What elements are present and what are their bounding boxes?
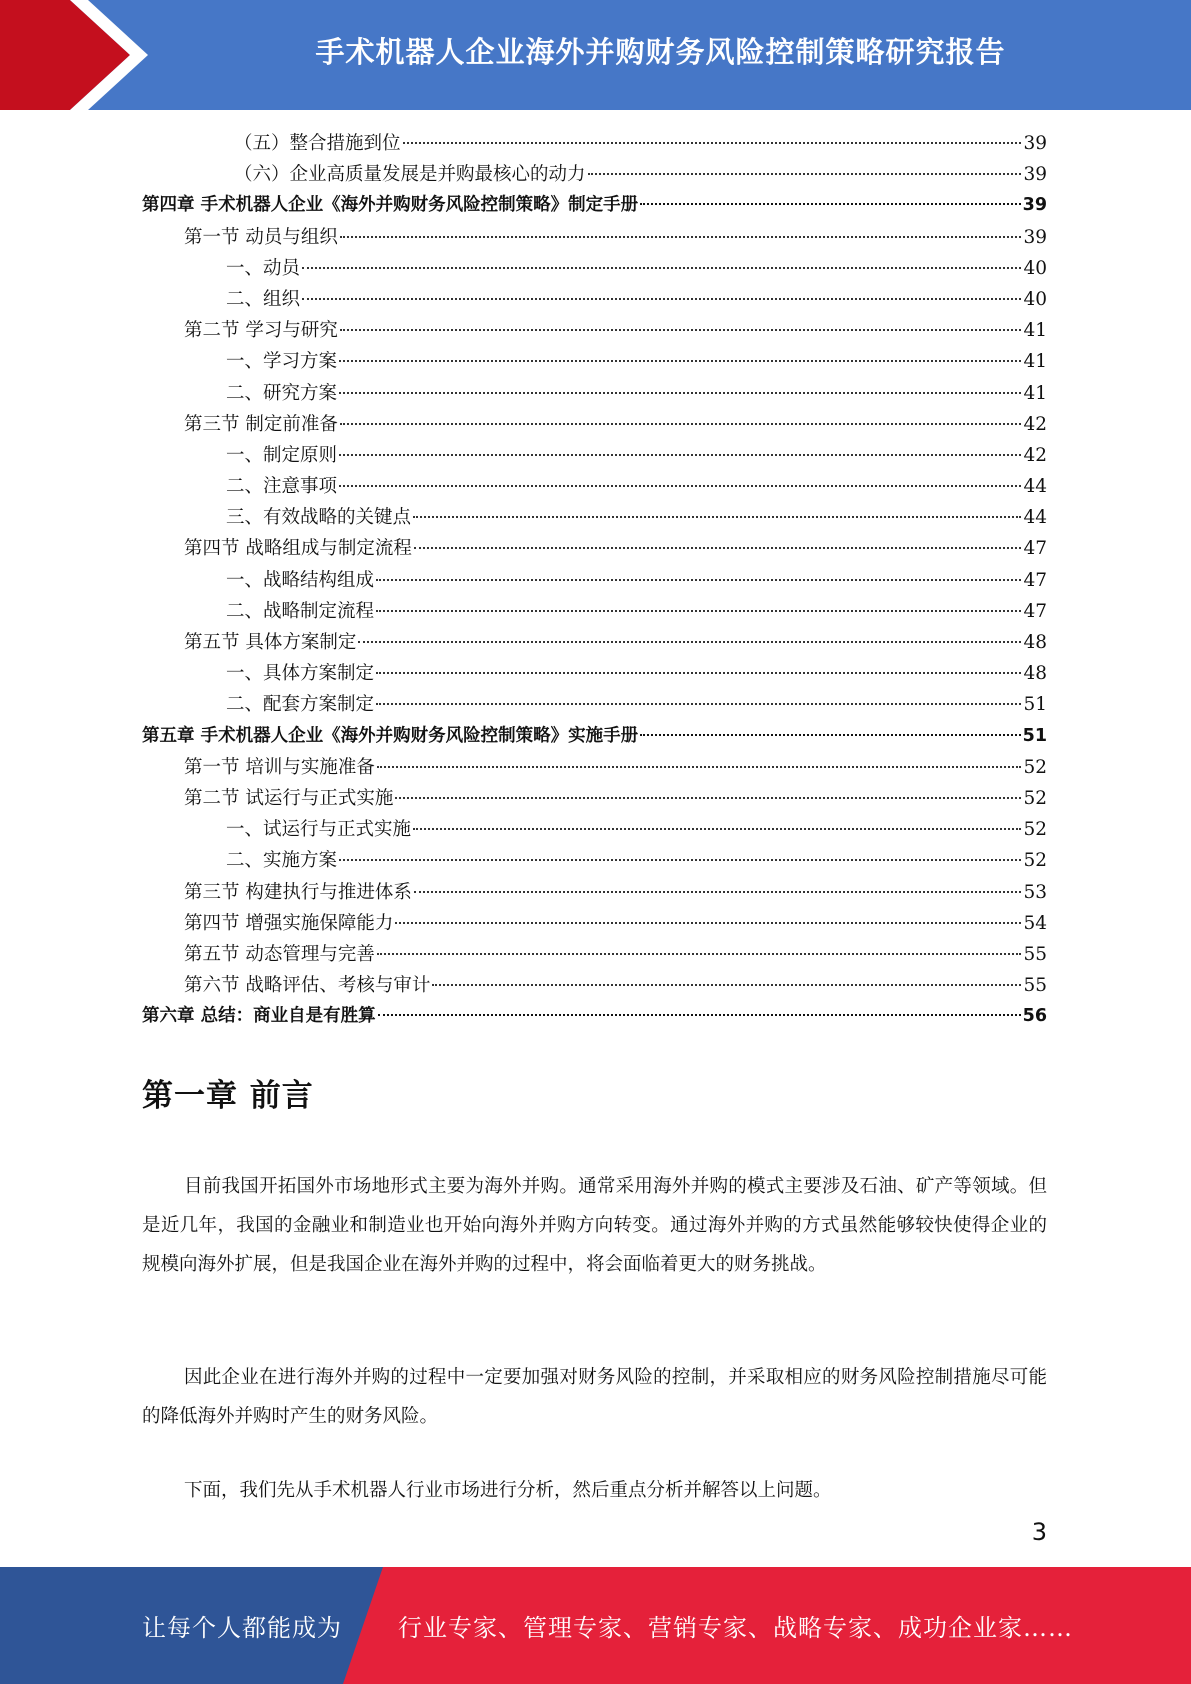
toc-entry-page: 48: [1023, 632, 1047, 653]
body-paragraph: 下面，我们先从手术机器人行业市场进行分析，然后重点分析并解答以上问题。: [184, 1480, 832, 1501]
toc-entry-label: 一、制定原则: [226, 444, 338, 466]
toc-entry[interactable]: [142, 752, 1047, 783]
toc-entry[interactable]: [142, 409, 1047, 440]
toc-entry[interactable]: [142, 533, 1047, 564]
toc-entry-label: 第二节 学习与研究: [184, 320, 338, 342]
toc-leader-dots: [302, 266, 1021, 269]
toc-entry-page: 39: [1023, 164, 1047, 186]
toc-leader-dots: [413, 827, 1021, 830]
toc-leader-dots: [395, 921, 1021, 924]
toc-entry[interactable]: [142, 471, 1047, 502]
toc-leader-dots: [376, 702, 1021, 705]
toc-entry[interactable]: [142, 689, 1047, 720]
toc-leader-dots: [588, 172, 1022, 175]
toc-entry[interactable]: [142, 721, 1047, 752]
toc-entry-label: 二、研究方案: [226, 382, 338, 404]
toc-entry-label: 第五章 手术机器人企业《海外并购财务风险控制策略》实施手册: [142, 725, 639, 746]
toc-entry[interactable]: [142, 253, 1047, 284]
toc-entry-label: 第一节 动员与组织: [184, 226, 338, 248]
toc-entry[interactable]: [142, 939, 1047, 970]
toc-entry-page: 41: [1023, 320, 1047, 342]
toc-entry-label: 第四章 手术机器人企业《海外并购财务风险控制策略》制定手册: [142, 195, 639, 216]
toc-entry-label: 第三节 构建执行与推进体系: [184, 881, 412, 903]
toc-entry[interactable]: [142, 346, 1047, 377]
toc-entry-label: 二、实施方案: [226, 850, 338, 872]
toc-entry-label: 第六节 战略评估、考核与审计: [184, 975, 431, 997]
toc-entry-page: 42: [1023, 413, 1047, 435]
toc-leader-dots: [340, 328, 1022, 331]
toc-entry[interactable]: [142, 284, 1047, 315]
toc-entry-label: 第二节 试运行与正式实施: [184, 787, 394, 809]
toc-entry-page: 52: [1023, 850, 1047, 872]
toc-entry[interactable]: [142, 378, 1047, 409]
toc-entry-label: 第五节 具体方案制定: [184, 632, 357, 653]
toc-entry-page: 47: [1023, 600, 1047, 622]
toc-leader-dots: [339, 858, 1021, 861]
toc-entry-label: 第四节 战略组成与制定流程: [184, 538, 412, 560]
chapter-heading: 第一章 前言: [142, 1078, 314, 1114]
page-footer: [0, 1567, 1191, 1684]
toc-entry-page: 48: [1023, 663, 1047, 685]
toc-entry-label: 二、配套方案制定: [226, 694, 375, 716]
toc-entry[interactable]: [142, 128, 1047, 159]
toc-leader-dots: [339, 453, 1021, 456]
toc-entry[interactable]: [142, 814, 1047, 845]
toc-leader-dots: [413, 515, 1021, 518]
toc-entry-page: 42: [1023, 444, 1047, 466]
toc-entry-label: 三、有效战略的关键点: [226, 507, 412, 529]
toc-leader-dots: [339, 391, 1021, 394]
body-paragraph: 因此企业在进行海外并购的过程中一定要加强对财务风险的控制，并采取相应的财务风险控制措施尽可能的降低海外并购时产生的财务风险。: [142, 1367, 1047, 1427]
toc-entry-page: 52: [1023, 819, 1047, 841]
toc-entry-label: 第一节 培训与实施准备: [184, 756, 375, 778]
toc-leader-dots: [432, 983, 1021, 986]
toc-entry[interactable]: [142, 783, 1047, 814]
toc-leader-dots: [377, 952, 1022, 955]
toc-entry-label: 一、试运行与正式实施: [226, 819, 412, 841]
toc-entry[interactable]: [142, 596, 1047, 627]
toc-entry[interactable]: [142, 222, 1047, 253]
toc-entry-page: 55: [1023, 975, 1047, 997]
toc-leader-dots: [376, 609, 1021, 612]
toc-entry-label: 第六章 总结：商业自是有胜算: [142, 1006, 376, 1027]
toc-leader-dots: [340, 235, 1022, 238]
toc-entry[interactable]: [142, 908, 1047, 939]
toc-leader-dots: [377, 765, 1022, 768]
toc-leader-dots: [640, 733, 1021, 736]
toc-entry-page: 40: [1023, 257, 1047, 279]
toc-entry[interactable]: [142, 658, 1047, 689]
toc-entry-label: 二、注意事项: [226, 476, 338, 498]
toc-leader-dots: [403, 141, 1022, 144]
toc-entry[interactable]: [142, 627, 1047, 658]
toc-entry-page: 39: [1023, 226, 1047, 248]
toc-entry-page: 41: [1023, 382, 1047, 404]
footer-slogan-right: 行业专家、管理专家、营销专家、战略专家、成功企业家……: [398, 1614, 1073, 1642]
toc-entry-page: 41: [1023, 351, 1047, 373]
toc-entry[interactable]: [142, 970, 1047, 1001]
toc-entry-label: 第四节 增强实施保障能力: [184, 912, 394, 934]
toc-entry[interactable]: [142, 565, 1047, 596]
toc-entry[interactable]: [142, 440, 1047, 471]
toc-entry-page: 47: [1023, 569, 1047, 591]
toc-leader-dots: [395, 796, 1021, 799]
toc-entry-label: 一、具体方案制定: [226, 663, 375, 685]
body-paragraph: 目前我国开拓国外市场地形式主要为海外并购。通常采用海外并购的模式主要涉及石油、矿产等领域。但是近几年，我国的金融业和制造业也开始向海外并购方向转变。通过海外并购的方式虽然能够较快使得企业的规模向海外扩展，但是我国企业在海外并购的过程中，将会面临着更大的财务挑战。: [142, 1176, 1047, 1275]
toc-entry-label: 二、组织: [226, 288, 301, 310]
toc-entry-page: 55: [1023, 943, 1047, 965]
toc-leader-dots: [376, 671, 1021, 674]
toc-entry-page: 39: [1022, 195, 1047, 216]
toc-leader-dots: [339, 359, 1021, 362]
toc-entry-page: 56: [1022, 1006, 1047, 1027]
toc-entry[interactable]: [142, 190, 1047, 221]
page-header: [0, 0, 1191, 110]
toc-entry-label: 一、动员: [226, 257, 301, 279]
toc-entry-page: 52: [1023, 787, 1047, 809]
toc-entry-label: 第五节 动态管理与完善: [184, 943, 375, 965]
toc-entry-page: 44: [1023, 476, 1047, 498]
header-chevron-icon: [0, 0, 160, 110]
toc-leader-dots: [339, 484, 1021, 487]
toc-entry-label: 第三节 制定前准备: [184, 413, 338, 435]
page-number: 3: [1031, 1518, 1047, 1546]
toc-entry[interactable]: [142, 315, 1047, 346]
toc-entry[interactable]: [142, 845, 1047, 876]
toc-entry[interactable]: [142, 1001, 1047, 1032]
toc-entry-label: （六）企业高质量发展是并购最核心的动力: [234, 164, 586, 186]
toc-entry-page: 52: [1023, 756, 1047, 778]
table-of-contents: [142, 128, 1047, 1032]
toc-entry-label: （五）整合措施到位: [234, 133, 401, 154]
toc-entry-page: 51: [1022, 725, 1047, 746]
toc-entry[interactable]: [142, 502, 1047, 533]
footer-slogan-left: 让每个人都能成为: [142, 1614, 342, 1642]
toc-entry-label: 一、学习方案: [226, 351, 338, 373]
toc-entry-page: 39: [1023, 133, 1047, 154]
toc-entry[interactable]: [142, 159, 1047, 190]
toc-leader-dots: [414, 546, 1022, 549]
toc-leader-dots: [302, 297, 1021, 300]
toc-entry-page: 53: [1023, 881, 1047, 903]
toc-entry-page: 44: [1023, 507, 1047, 529]
toc-leader-dots: [414, 890, 1022, 893]
toc-entry-label: 二、战略制定流程: [226, 600, 375, 622]
document-title: 手术机器人企业海外并购财务风险控制策略研究报告: [315, 34, 1006, 69]
toc-entry-page: 54: [1023, 912, 1047, 934]
toc-entry-label: 一、战略结构组成: [226, 569, 375, 591]
toc-entry-page: 40: [1023, 288, 1047, 310]
toc-leader-dots: [358, 640, 1021, 643]
toc-entry-page: 51: [1023, 694, 1047, 716]
toc-entry[interactable]: [142, 877, 1047, 908]
toc-leader-dots: [376, 578, 1021, 581]
toc-entry-page: 47: [1023, 538, 1047, 560]
toc-leader-dots: [340, 422, 1022, 425]
toc-leader-dots: [640, 202, 1021, 205]
toc-leader-dots: [378, 1013, 1021, 1016]
